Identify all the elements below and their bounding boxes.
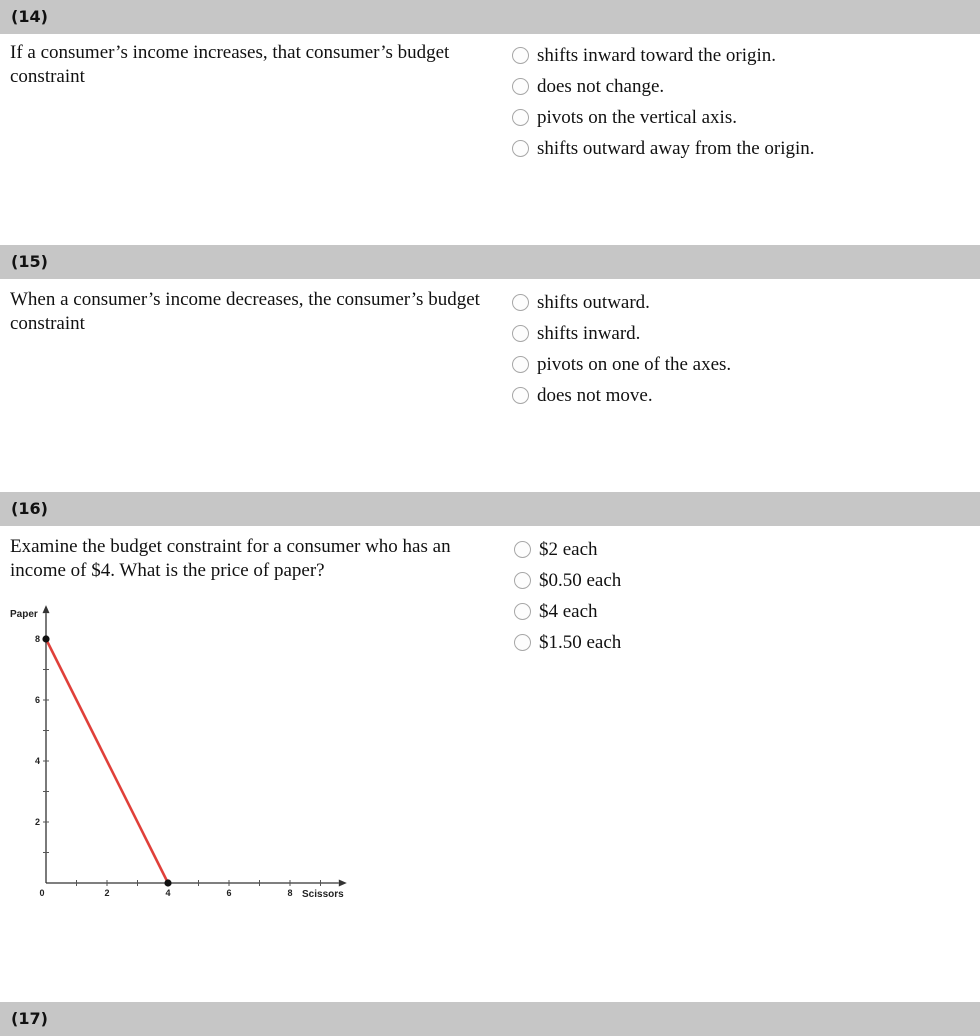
y-tick-label: 2 xyxy=(34,817,40,827)
question-14-option-a[interactable] xyxy=(512,40,972,71)
question-15-header: (15) xyxy=(0,245,980,279)
radio-button[interactable] xyxy=(512,47,529,64)
option-label: shifts inward. xyxy=(537,322,641,344)
option-label: $4 each xyxy=(539,600,598,622)
radio-button[interactable] xyxy=(514,541,531,558)
x-tick-label: 4 xyxy=(165,888,171,898)
question-15-option-b[interactable] xyxy=(512,318,972,349)
question-16-option-d[interactable] xyxy=(514,627,974,658)
question-15-option-c[interactable] xyxy=(512,349,972,380)
radio-button[interactable] xyxy=(512,325,529,342)
question-15-option-a[interactable] xyxy=(512,287,972,318)
question-15-option-d[interactable] xyxy=(512,380,972,411)
question-16-options xyxy=(514,534,974,658)
chart-series xyxy=(46,639,168,883)
x-tick-label: 6 xyxy=(226,888,232,898)
y-axis-arrow xyxy=(43,605,50,613)
radio-button[interactable] xyxy=(512,78,529,95)
y-tick-label: 4 xyxy=(34,756,40,766)
option-label: $2 each xyxy=(539,538,598,560)
question-16-option-b[interactable] xyxy=(514,565,974,596)
y-tick-label: 8 xyxy=(34,634,40,644)
option-label: shifts outward away from the origin. xyxy=(537,137,815,159)
radio-button[interactable] xyxy=(512,109,529,126)
option-label: $0.50 each xyxy=(539,569,622,591)
radio-button[interactable] xyxy=(512,387,529,404)
option-label: does not move. xyxy=(537,384,653,406)
radio-button[interactable] xyxy=(514,603,531,620)
x-axis-label: Scissors xyxy=(302,889,344,900)
question-16-header: (16) xyxy=(0,492,980,526)
question-14-header: (14) xyxy=(0,0,980,34)
option-label: does not change. xyxy=(537,75,665,97)
question-16-option-a[interactable] xyxy=(514,534,974,565)
question-17-header: (17) xyxy=(0,1002,980,1036)
x-axis-arrow xyxy=(339,880,347,887)
question-16-option-c[interactable] xyxy=(514,596,974,627)
question-14-option-b[interactable] xyxy=(512,71,972,102)
question-16-text: Examine the budget constraint for a consumer who has an income of $4. What is the price of paper? xyxy=(10,536,451,581)
question-14-option-d[interactable] xyxy=(512,133,972,164)
chart-ticks xyxy=(35,634,321,898)
question-15-options xyxy=(512,287,972,411)
radio-button[interactable] xyxy=(512,294,529,311)
x-tick-label: 0 xyxy=(39,888,45,898)
intercept-point xyxy=(42,635,49,642)
option-label: pivots on one of the axes. xyxy=(537,353,732,375)
chart-axes xyxy=(43,605,347,886)
budget-constraint-line xyxy=(46,639,168,883)
option-label: pivots on the vertical axis. xyxy=(537,106,737,128)
question-14-text: If a consumer’s income increases, that consumer’s budget constraint xyxy=(10,42,450,87)
x-tick-label: 8 xyxy=(287,888,293,898)
intercept-point xyxy=(164,879,171,886)
option-label: shifts inward toward the origin. xyxy=(537,44,777,66)
radio-button[interactable] xyxy=(514,634,531,651)
option-label: shifts outward. xyxy=(537,291,650,313)
y-tick-label: 6 xyxy=(34,695,40,705)
y-axis-label: Paper xyxy=(10,609,38,621)
option-label: $1.50 each xyxy=(539,631,622,653)
radio-button[interactable] xyxy=(512,356,529,373)
radio-button[interactable] xyxy=(512,140,529,157)
question-14-options xyxy=(512,40,972,164)
x-tick-label: 2 xyxy=(104,888,110,898)
budget-constraint-chart xyxy=(0,600,360,910)
question-15-text: When a consumer’s income decreases, the consumer’s budget constraint xyxy=(10,289,480,334)
radio-button[interactable] xyxy=(514,572,531,589)
question-14-option-c[interactable] xyxy=(512,102,972,133)
